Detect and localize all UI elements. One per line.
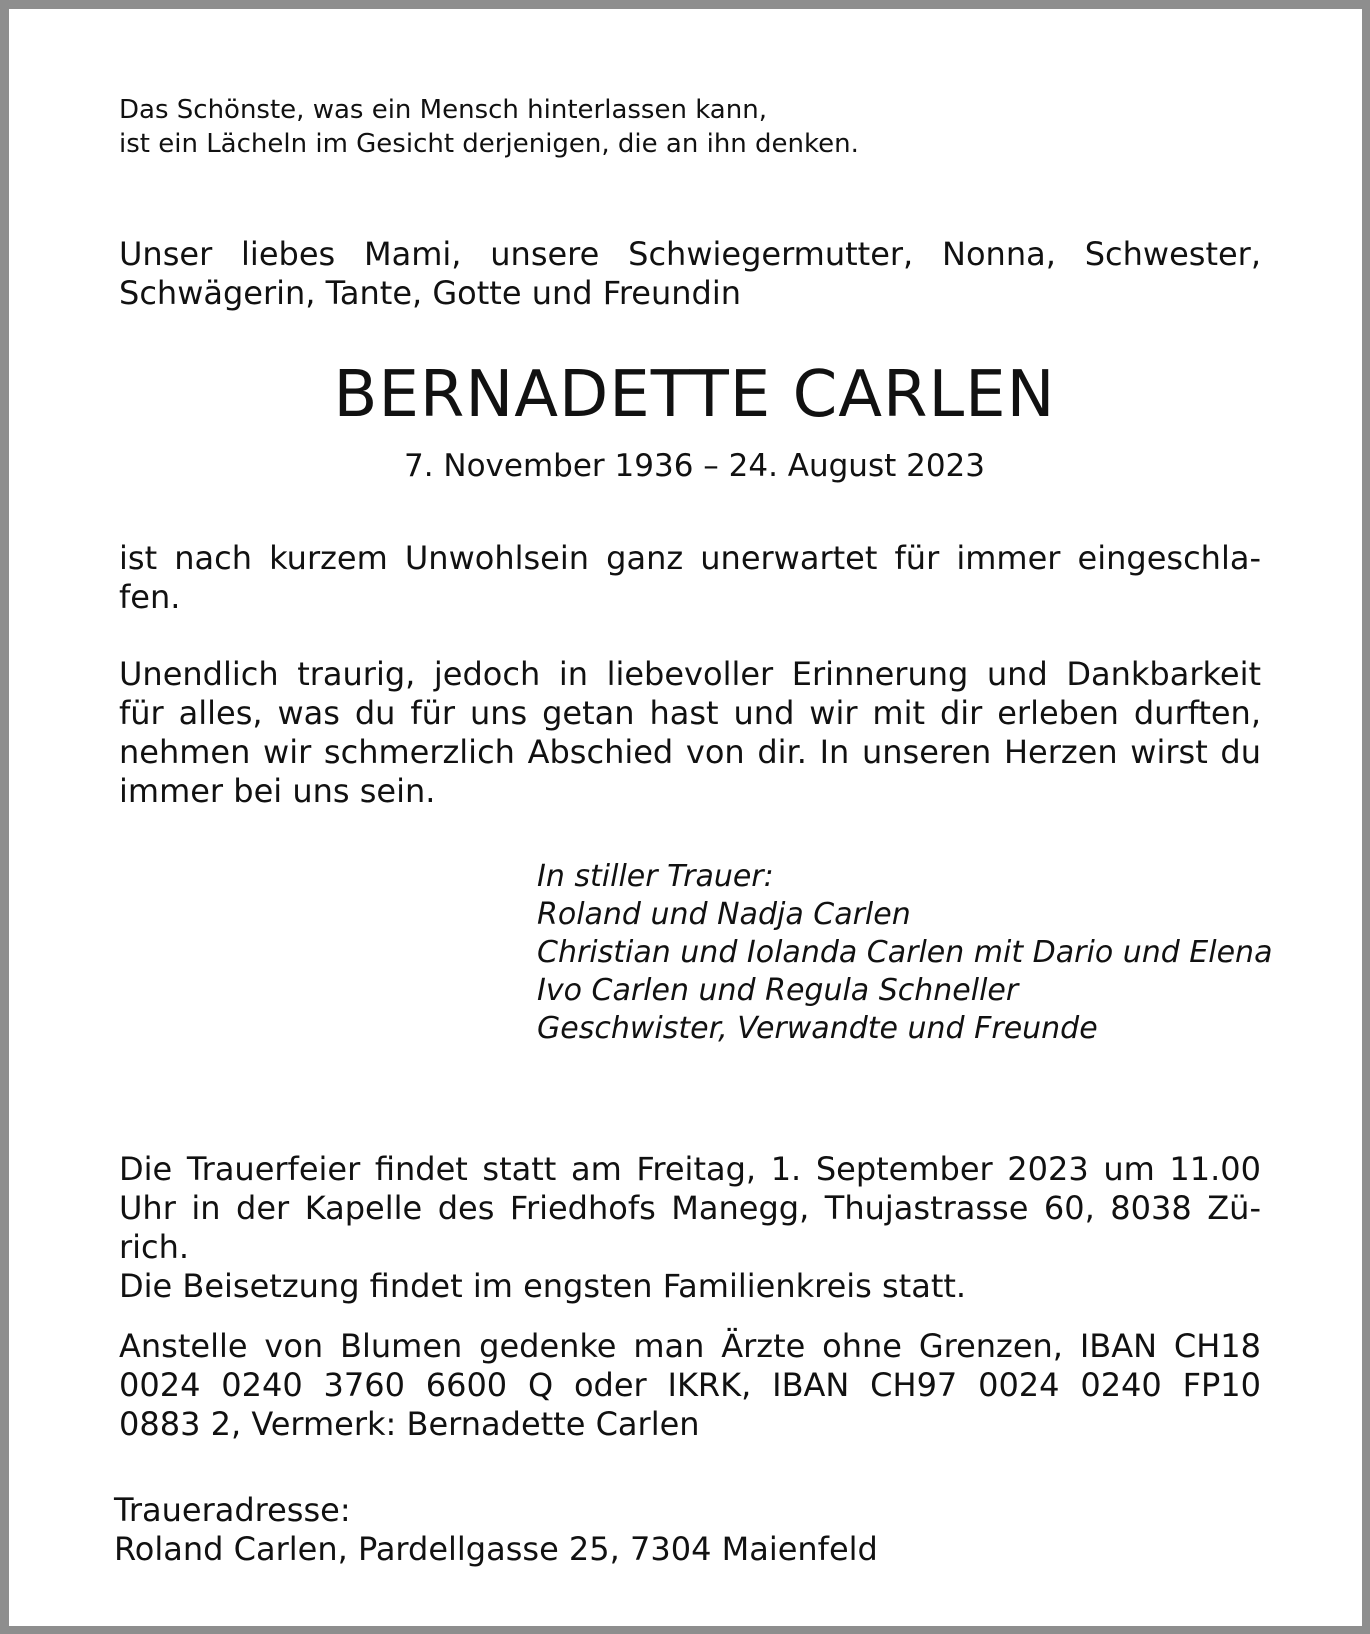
service-line: Die Beisetzung findet im engsten Familienkreis statt. bbox=[119, 1267, 967, 1305]
passing-line: ist nach kurzem Unwohlsein ganz unerwartet für immer eingeschla- bbox=[119, 539, 1261, 577]
motto-line: Das Schönste, was ein Mensch hinterlassen kann, bbox=[119, 95, 767, 125]
motto-line: ist ein Lächeln im Gesicht derjenigen, die an ihn denken. bbox=[119, 129, 859, 159]
mourner-name: Roland und Nadja Carlen bbox=[537, 897, 911, 932]
intro-line: Schwägerin, Tante, Gotte und Freundin bbox=[119, 274, 741, 312]
address-value: Roland Carlen, Pardellgasse 25, 7304 Maienfeld bbox=[114, 1530, 878, 1568]
mourner-name: Geschwister, Verwandte und Freunde bbox=[537, 1011, 1098, 1046]
motto-quote bbox=[119, 93, 1261, 161]
donation-line: 0024 0240 3760 6600 Q oder IKRK, IBAN CH97 0024 0240 FP10 bbox=[119, 1366, 1261, 1404]
service-line: rich. bbox=[119, 1228, 190, 1266]
grief-line: immer bei uns sein. bbox=[119, 772, 436, 810]
intro-paragraph bbox=[119, 235, 1261, 313]
grief-line: nehmen wir schmerzlich Abschied von dir. In unseren Herzen wirst du bbox=[119, 733, 1261, 771]
service-line: Die Trauerfeier findet statt am Freitag, 1. September 2023 um 11.00 bbox=[119, 1150, 1261, 1188]
mourner-name: Christian und Iolanda Carlen mit Dario und Elena bbox=[537, 935, 1273, 970]
mourners-heading: In stiller Trauer: bbox=[537, 859, 774, 894]
address-label: Traueradresse: bbox=[114, 1491, 351, 1529]
passing-line: fen. bbox=[119, 578, 181, 616]
donation-line: Anstelle von Blumen gedenke man Ärzte ohne Grenzen, IBAN CH18 bbox=[119, 1327, 1261, 1365]
service-paragraph bbox=[119, 1150, 1261, 1306]
donation-paragraph bbox=[119, 1327, 1261, 1444]
life-dates: 7. November 1936 – 24. August 2023 bbox=[403, 448, 986, 484]
mourning-address bbox=[114, 1491, 1014, 1569]
intro-line: Unser liebes Mami, unsere Schwiegermutter, Nonna, Schwester, bbox=[119, 235, 1261, 273]
mourners-list bbox=[537, 858, 1273, 1048]
grief-line: für alles, was du für uns getan hast und wir mit dir erleben durften, bbox=[119, 694, 1261, 732]
deceased-name: BERNADETTE CARLEN bbox=[333, 358, 1056, 432]
grief-paragraph bbox=[119, 655, 1261, 811]
mourner-name: Ivo Carlen und Regula Schneller bbox=[537, 973, 1019, 1008]
grief-line: Unendlich traurig, jedoch in liebevoller Erinnerung und Dankbarkeit bbox=[119, 655, 1261, 693]
passing-paragraph bbox=[119, 539, 1261, 617]
service-line: Uhr in der Kapelle des Friedhofs Manegg, Thujastrasse 60, 8038 Zü- bbox=[119, 1189, 1261, 1227]
donation-line: 0883 2, Vermerk: Bernadette Carlen bbox=[119, 1405, 700, 1443]
